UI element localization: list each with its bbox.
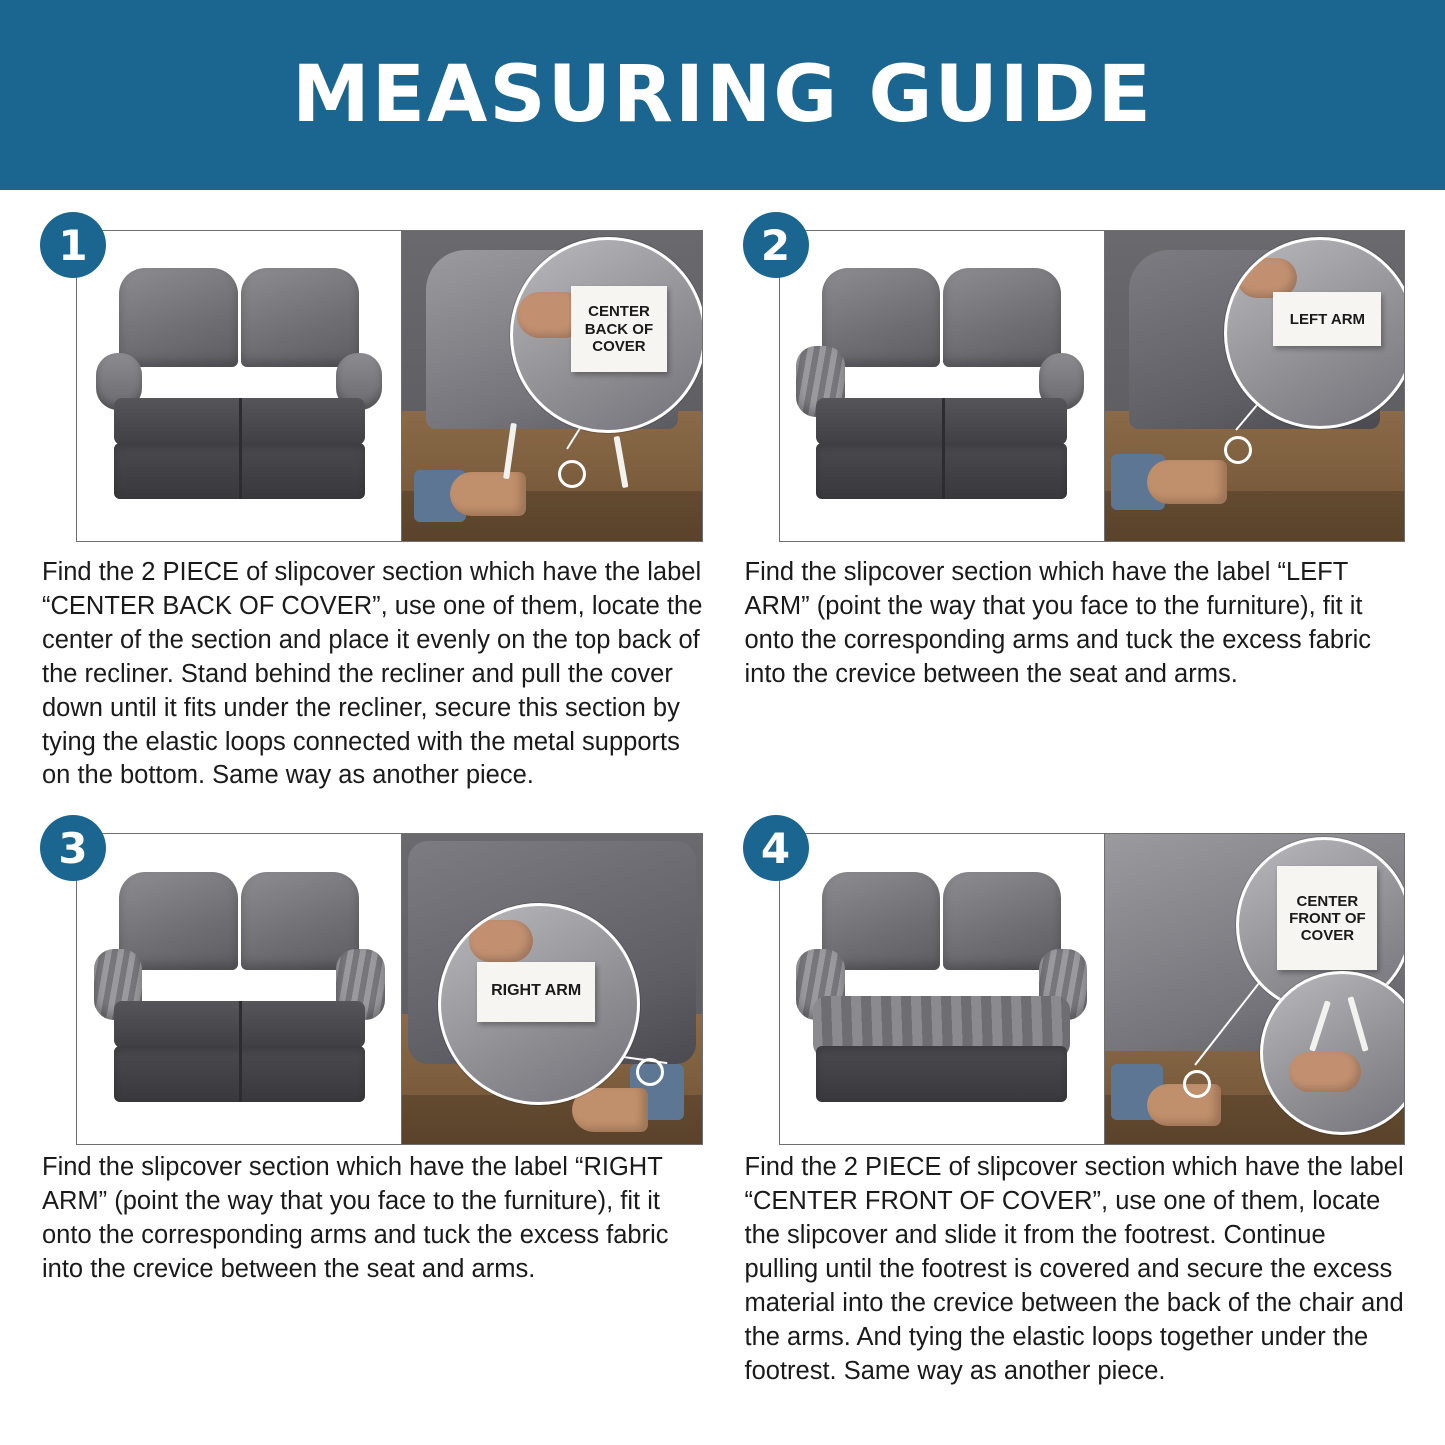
backrest-cushion-right bbox=[241, 268, 359, 367]
step-3-photo-product bbox=[77, 834, 402, 1144]
step-4-illustration bbox=[743, 815, 1406, 1137]
recliner-backrest bbox=[822, 268, 1062, 367]
step-2-photo-pair bbox=[779, 230, 1406, 542]
step-3-number-badge: 3 bbox=[40, 815, 106, 881]
hand-in-callout bbox=[1289, 1052, 1361, 1092]
step-1-caption: Find the 2 PIECE of slipcover section which have the label “CENTER BACK OF COVER”, use one of them, locate the center of the section and place it evenly on the top back of the recliner. Stand behind the recliner and pull the cover down until it fits under the recliner, secure this section by tying the elastic loops connected with the metal supports on the bottom. Same way as another piece. bbox=[42, 558, 710, 790]
callout-anchor-dot bbox=[1224, 436, 1252, 464]
label-callout-circle bbox=[510, 237, 702, 433]
step-2-caption: Find the slipcover section which have the label “LEFT ARM” (point the way that you face to the furniture), fit it onto the corresponding arms and tuck the excess fabric into the crevice between the seat and arms. bbox=[744, 558, 1379, 688]
step-4-caption: Find the 2 PIECE of slipcover section which have the label “CENTER FRONT OF COVER”, use one of them, locate the slipcover and slide it from the footrest. Continue pulling until the footrest is covered and secure the excess material into the crevice between the back of the chair and the arms. And tying the elastic loops together under the footrest. Same way as another piece. bbox=[744, 1153, 1411, 1385]
step-4-photo-pair bbox=[779, 833, 1406, 1145]
label-callout-circle bbox=[1224, 237, 1404, 429]
label-tag-right-arm: RIGHT ARM bbox=[477, 962, 595, 1022]
step-3-caption: Find the slipcover section which have the label “RIGHT ARM” (point the way that you face to the furniture), fit it onto the corresponding arms and tuck the excess fabric into the crevice between the seat and arms. bbox=[42, 1153, 676, 1284]
header-banner bbox=[0, 0, 1445, 190]
step-3-photo-pair bbox=[76, 833, 703, 1145]
recliner-center-split bbox=[942, 398, 945, 499]
recliner-backrest bbox=[822, 872, 1062, 971]
recliner-illustration bbox=[96, 268, 381, 504]
step-2-photo-product bbox=[780, 231, 1105, 541]
step-3 bbox=[40, 815, 703, 1388]
step-2-illustration bbox=[743, 212, 1406, 542]
step-1-illustration bbox=[40, 212, 703, 542]
recliner-illustration bbox=[799, 872, 1084, 1108]
recliner-backrest bbox=[119, 268, 359, 367]
hand bbox=[450, 472, 526, 516]
recliner-center-split bbox=[239, 398, 242, 499]
step-1-photo-detail bbox=[402, 231, 701, 541]
recliner-center-split bbox=[239, 1001, 242, 1102]
step-4-number-badge: 4 bbox=[743, 815, 809, 881]
label-tag-left-arm: LEFT ARM bbox=[1273, 292, 1381, 346]
step-2 bbox=[743, 212, 1406, 793]
label-tag-center-back-of-cover: CENTER BACK OF COVER bbox=[571, 286, 667, 372]
backrest-cushion-right bbox=[943, 268, 1061, 367]
elastic-loop-left bbox=[1309, 1000, 1331, 1051]
step-1-number-badge: 1 bbox=[40, 212, 106, 278]
recliner-illustration bbox=[96, 872, 381, 1108]
elastic-loop-right bbox=[1348, 996, 1369, 1051]
label-callout-circle bbox=[438, 903, 640, 1105]
step-2-photo-detail bbox=[1105, 231, 1404, 541]
steps-grid bbox=[0, 190, 1445, 1389]
callout-anchor-dot bbox=[1183, 1070, 1211, 1098]
thumb-in-callout bbox=[469, 920, 533, 962]
step-1 bbox=[40, 212, 710, 793]
step-2-number-badge: 2 bbox=[743, 212, 809, 278]
recliner-backrest bbox=[119, 872, 359, 971]
step-1-photo-product bbox=[77, 231, 402, 541]
recliner-illustration bbox=[799, 268, 1084, 504]
step-4-photo-product bbox=[780, 834, 1105, 1144]
step-4 bbox=[743, 815, 1411, 1388]
page-title: MEASURING GUIDE bbox=[292, 50, 1153, 140]
hand bbox=[1147, 460, 1227, 504]
step-1-photo-pair bbox=[76, 230, 703, 542]
label-tag-center-front-of-cover: CENTER FRONT OF COVER bbox=[1277, 866, 1377, 970]
backrest-cushion-left bbox=[119, 268, 237, 367]
step-3-photo-detail bbox=[402, 834, 701, 1144]
recliner-base bbox=[816, 1046, 1067, 1103]
step-3-illustration bbox=[40, 815, 703, 1137]
step-4-photo-detail bbox=[1105, 834, 1404, 1144]
